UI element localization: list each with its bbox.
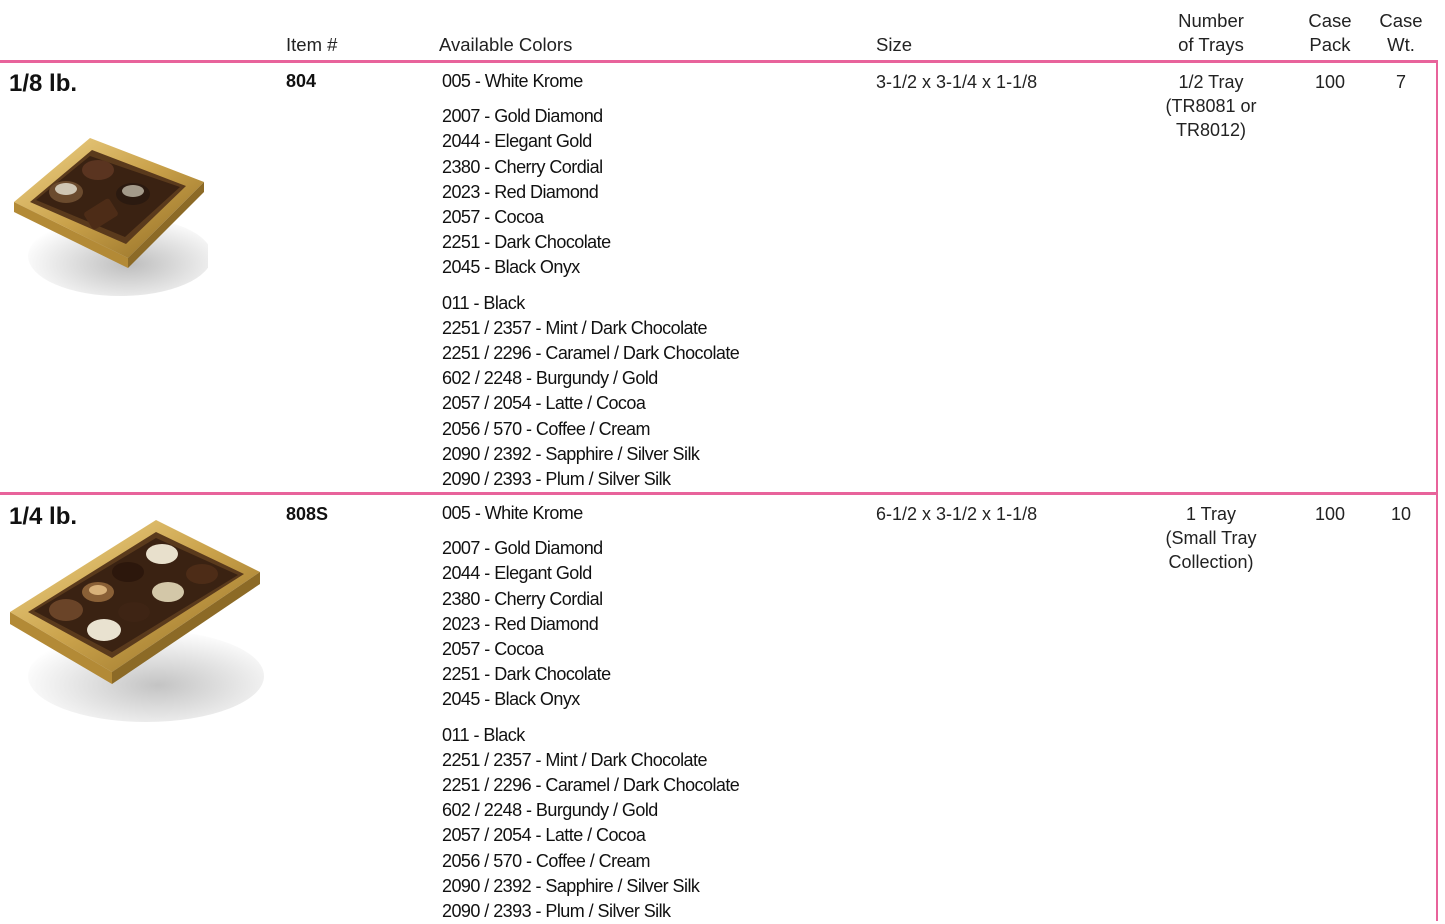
color-option: 2251 - Dark Chocolate (442, 664, 611, 685)
header-case-pack (1298, 9, 1362, 57)
color-group (442, 501, 739, 526)
color-group (442, 291, 739, 493)
trays-line: 1/2 Tray (1178, 72, 1244, 92)
color-option: 2057 / 2054 - Latte / Cocoa (442, 825, 646, 846)
color-option: 011 - Black (442, 292, 525, 313)
candy-box-8-piece-image (6, 516, 264, 726)
header-case-weight-line2: Wt. (1387, 34, 1415, 55)
header-case-weight (1370, 9, 1432, 57)
color-option: 2380 - Cherry Cordial (442, 588, 603, 609)
header-rule (0, 60, 1438, 63)
color-option: 2045 - Black Onyx (442, 689, 580, 710)
row-case-weight: 7 (1395, 72, 1406, 92)
color-option: 2045 - Black Onyx (442, 257, 580, 278)
color-option: 2007 - Gold Diamond (442, 106, 603, 127)
color-option: 2057 - Cocoa (442, 639, 544, 660)
right-border-top (1436, 60, 1438, 495)
color-option: 602 / 2248 - Burgundy / Gold (442, 368, 658, 389)
color-group (442, 69, 739, 94)
color-group (442, 536, 739, 712)
header-case-weight-line1: Case (1379, 10, 1423, 31)
trays-line: TR8012) (1175, 120, 1247, 140)
color-option: 2251 / 2296 - Caramel / Dark Chocolate (442, 343, 740, 364)
row-case-weight: 10 (1390, 504, 1412, 524)
row-dimensions: 6-1/2 x 3-1/2 x 1-1/8 (876, 504, 1038, 524)
color-option: 005 - White Krome (442, 71, 583, 91)
header-available-colors: Available Colors (439, 34, 573, 55)
color-option: 2007 - Gold Diamond (442, 538, 603, 559)
color-option: 2251 / 2357 - Mint / Dark Chocolate (442, 749, 707, 770)
color-option: 2251 / 2357 - Mint / Dark Chocolate (442, 317, 707, 338)
trays-line: Collection) (1168, 552, 1254, 572)
color-option: 011 - Black (442, 724, 525, 745)
color-option: 602 / 2248 - Burgundy / Gold (442, 800, 658, 821)
color-option: 2057 / 2054 - Latte / Cocoa (442, 393, 646, 414)
color-option: 2090 / 2392 - Sapphire / Silver Silk (442, 875, 700, 896)
row-size-label: 1/4 lb. (9, 503, 78, 530)
color-option: 2056 / 570 - Coffee / Cream (442, 418, 650, 439)
trays-line: (Small Tray (1165, 528, 1257, 548)
color-option: 2251 / 2296 - Caramel / Dark Chocolate (442, 775, 740, 796)
row-available-colors (442, 69, 739, 492)
row-number-of-trays (1150, 502, 1272, 574)
color-option: 2057 - Cocoa (442, 207, 544, 228)
row-case-pack: 100 (1314, 72, 1346, 92)
row-item-number: 804 (286, 71, 317, 91)
color-option: 2090 / 2392 - Sapphire / Silver Silk (442, 443, 700, 464)
row-dimensions: 3-1/2 x 3-1/4 x 1-1/8 (876, 72, 1038, 92)
header-number-of-trays (1160, 9, 1262, 57)
color-option: 2090 / 2393 - Plum / Silver Silk (442, 469, 671, 490)
trays-line: 1 Tray (1185, 504, 1237, 524)
color-option: 2044 - Elegant Gold (442, 563, 592, 584)
row-divider-rule (0, 492, 1438, 495)
header-number-of-trays-line2: of Trays (1178, 34, 1244, 55)
candy-box-4-piece-image (8, 132, 208, 300)
color-option: 2023 - Red Diamond (442, 181, 599, 202)
header-case-pack-line2: Pack (1309, 34, 1351, 55)
color-group (442, 104, 739, 280)
row-available-colors (442, 501, 739, 924)
color-option: 2251 - Dark Chocolate (442, 232, 611, 253)
color-option: 2056 / 570 - Coffee / Cream (442, 850, 650, 871)
right-border-bottom (1436, 492, 1438, 921)
row-case-pack: 100 (1314, 504, 1346, 524)
trays-line: (TR8081 or (1165, 96, 1257, 116)
color-option: 2023 - Red Diamond (442, 613, 599, 634)
color-option: 2044 - Elegant Gold (442, 131, 592, 152)
row-size-label: 1/8 lb. (9, 70, 78, 97)
header-size: Size (876, 34, 912, 55)
color-option: 2380 - Cherry Cordial (442, 156, 603, 177)
color-option: 2090 / 2393 - Plum / Silver Silk (442, 901, 671, 922)
row-number-of-trays (1150, 70, 1272, 142)
color-option: 005 - White Krome (442, 503, 583, 523)
header-item-number: Item # (286, 34, 338, 55)
header-number-of-trays-line1: Number (1178, 10, 1244, 31)
header-case-pack-line1: Case (1308, 10, 1352, 31)
color-group (442, 723, 739, 924)
row-item-number: 808S (286, 504, 329, 524)
